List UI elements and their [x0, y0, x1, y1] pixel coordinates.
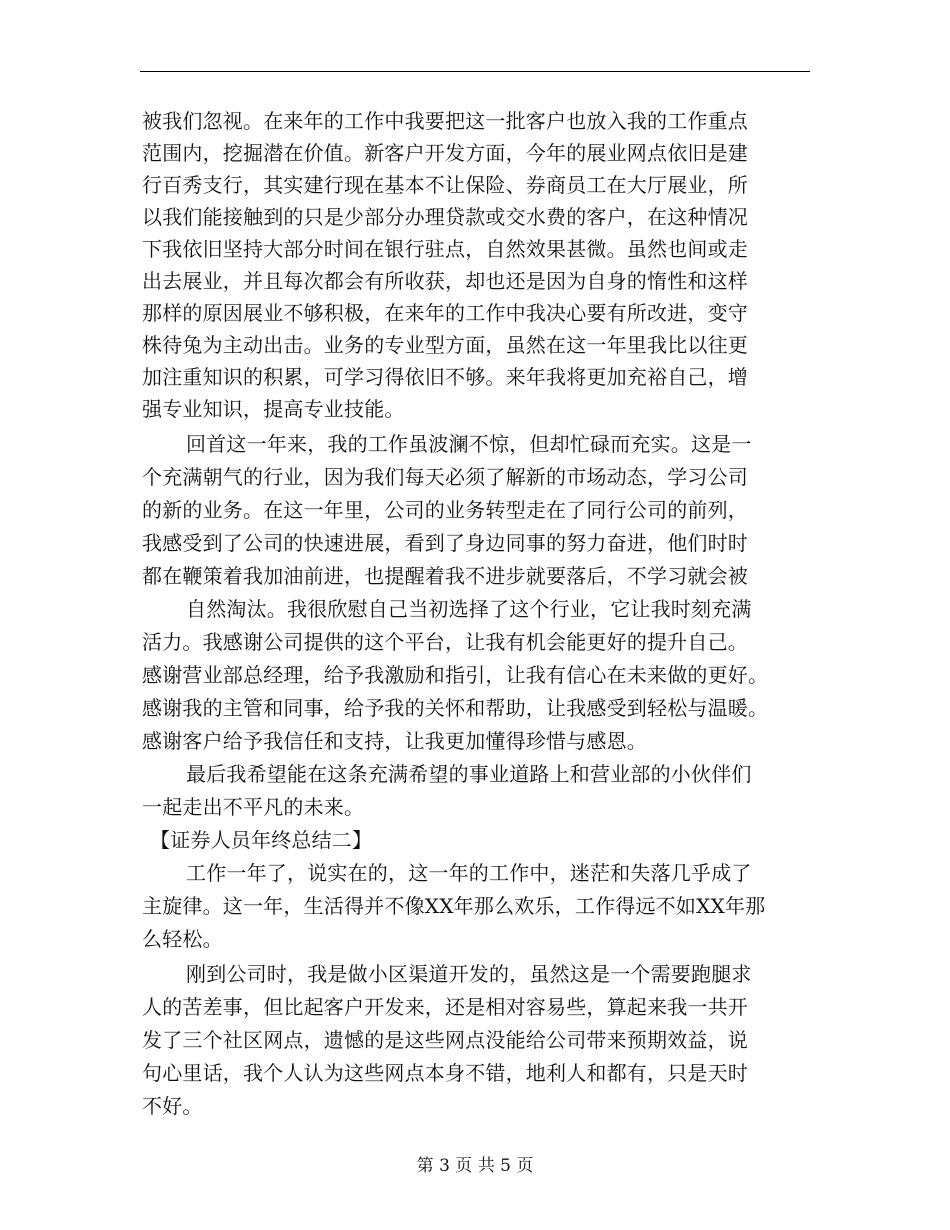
page-number-footer: 第 3 页 共 5 页 — [416, 1156, 534, 1176]
section-heading: 【证券人员年终总结二】 — [150, 828, 373, 852]
text-line: 么轻松。 — [142, 927, 223, 951]
text-line: 感谢我的主管和同事，给予我的关怀和帮助，让我感受到轻松与温暖。 — [142, 696, 769, 720]
text-line: 句心里话，我个人认为这些网点本身不错，地利人和都有，只是天时 — [142, 1061, 748, 1085]
text-line: 不好。 — [142, 1094, 203, 1118]
text-line: 一起走出不平凡的未来。 — [142, 795, 365, 819]
text-line: 个充满朝气的行业，因为我们每天必须了解新的市场动态，学习公司 — [142, 465, 748, 489]
text-line: 工作一年了，说实在的，这一年的工作中，迷茫和失落几乎成了 — [186, 861, 752, 885]
text-line: 那样的原因展业不够积极，在来年的工作中我决心要有所改进，变守 — [142, 301, 748, 325]
text-line: 最后我希望能在这条充满希望的事业道路上和营业部的小伙伴们 — [186, 762, 752, 786]
text-line: 人的苦差事，但比起客户开发来，还是相对容易些，算起来我一共开 — [142, 995, 748, 1019]
text-line: 以我们能接触到的只是少部分办理贷款或交水费的客户，在这种情况 — [142, 205, 748, 229]
text-line: 株待兔为主动出击。业务的专业型方面，虽然在这一年里我比以往更 — [142, 333, 748, 357]
text-line: 范围内，挖掘潜在价值。新客户开发方面，今年的展业网点依旧是建 — [142, 141, 748, 165]
text-line: 活力。我感谢公司提供的这个平台，让我有机会能更好的提升自己。 — [142, 630, 748, 654]
text-line: 加注重知识的积累，可学习得依旧不够。来年我将更加充裕自己，增 — [142, 365, 748, 389]
text-line: 强专业知识，提高专业技能。 — [142, 397, 405, 421]
text-line: 回首这一年来，我的工作虽波澜不惊，但却忙碌而充实。这是一 — [186, 432, 752, 456]
text-line: 的新的业务。在这一年里，公司的业务转型走在了同行公司的前列， — [142, 498, 748, 522]
text-line: 出去展业，并且每次都会有所收获，却也还是因为自身的惰性和这样 — [142, 269, 748, 293]
text-line: 行百秀支行，其实建行现在基本不让保险、券商员工在大厅展业，所 — [142, 173, 748, 197]
text-line: 被我们忽视。在来年的工作中我要把这一批客户也放入我的工作重点 — [142, 109, 748, 133]
text-line: 下我依旧坚持大部分时间在银行驻点，自然效果甚微。虽然也间或走 — [142, 237, 748, 261]
text-line: 感谢营业部总经理，给予我激励和指引，让我有信心在未来做的更好。 — [142, 663, 769, 687]
text-line: 发了三个社区网点，遗憾的是这些网点没能给公司带来预期效益，说 — [142, 1028, 748, 1052]
text-line: 都在鞭策着我加油前进，也提醒着我不进步就要落后，不学习就会被 — [142, 564, 748, 588]
text-line: 自然淘汰。我很欣慰自己当初选择了这个行业，它让我时刻充满 — [186, 597, 752, 621]
text-line: 我感受到了公司的快速进展，看到了身边同事的努力奋进，他们时时 — [142, 531, 748, 555]
text-line: 感谢客户给予我信任和支持，让我更加懂得珍惜与感恩。 — [142, 729, 647, 753]
text-line: 刚到公司时，我是做小区渠道开发的，虽然这是一个需要跑腿求 — [186, 962, 752, 986]
text-line: 主旋律。这一年，生活得并不像XX年那么欢乐，工作得远不如XX年那 — [142, 894, 766, 918]
